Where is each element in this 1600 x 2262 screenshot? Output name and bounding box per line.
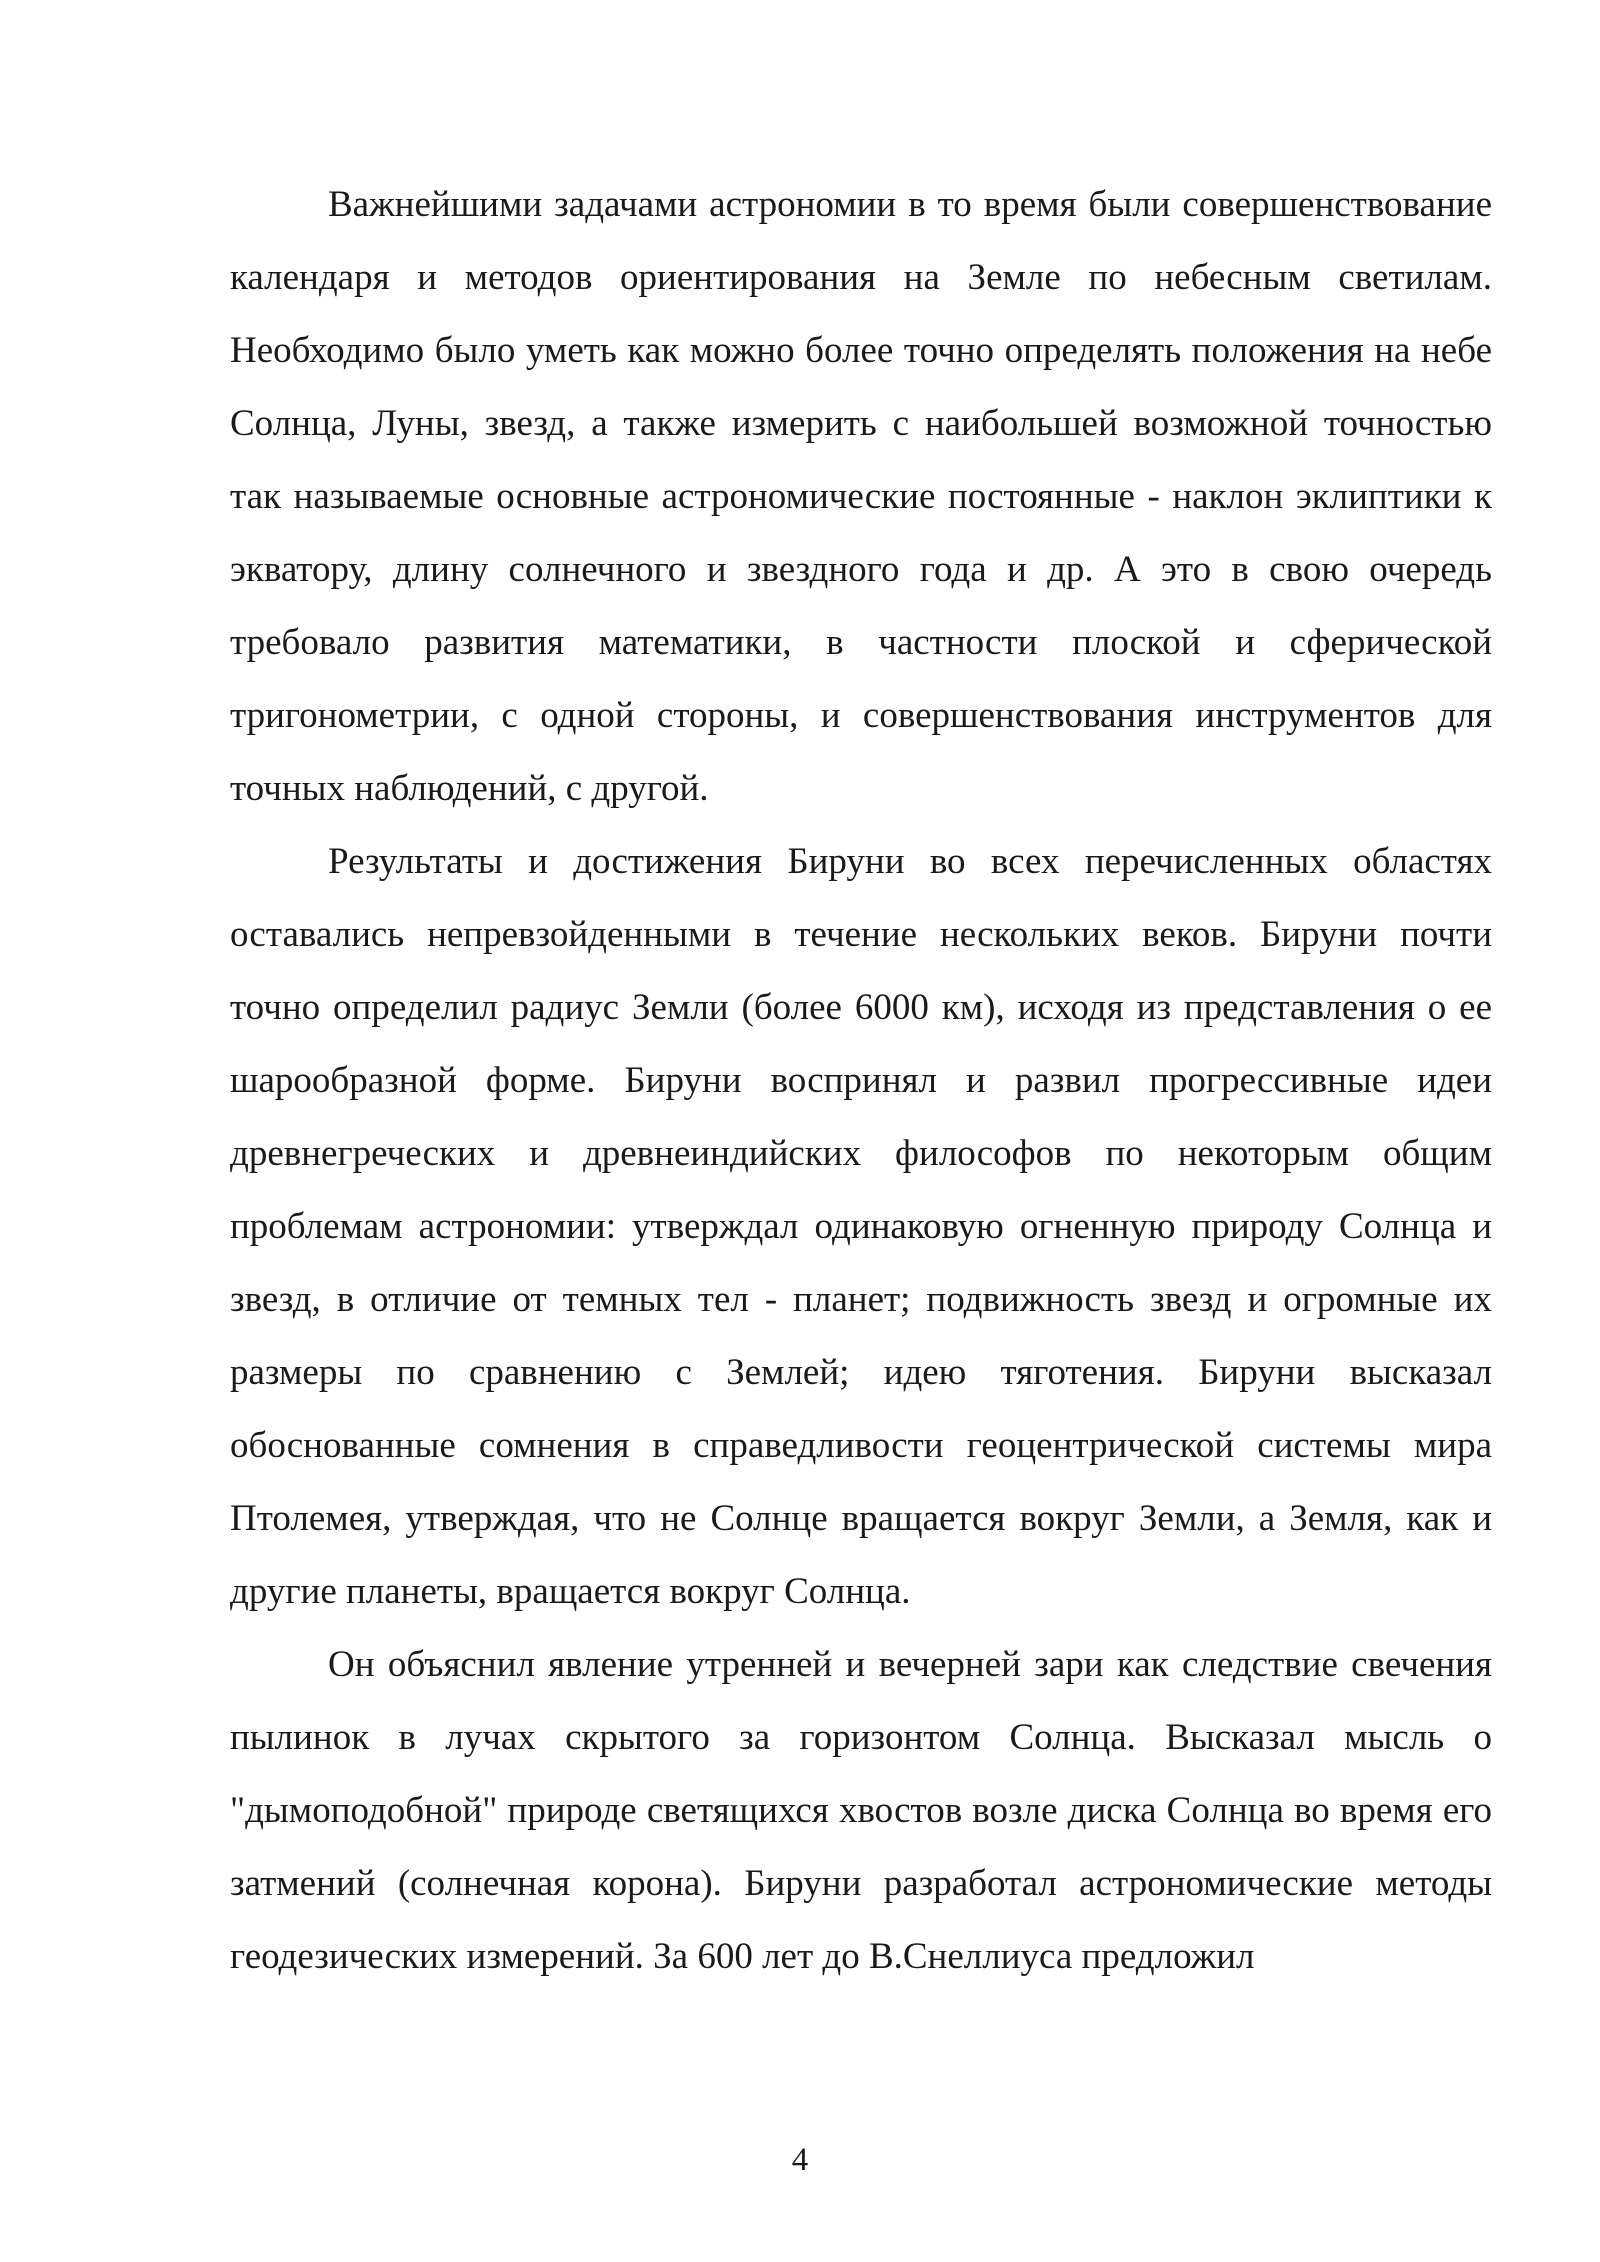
page-number: 4	[791, 2142, 809, 2178]
paragraph-1: Важнейшими задачами астрономии в то время были совершенствование календаря и методов ориентирования на Земле по небесным светилам. Необходимо было уметь как можно более точно определять положения на небе Солнца, Луны, звезд, а также измерить с наибольшей возможной точностью так называемые основные астрономические постоянные - наклон эклиптики к экватору, длину солнечного и звездного года и др. А это в свою очередь требовало развития математики, в частности плоской и сферической тригонометрии, с одной стороны, и совершенствования инструментов для точных наблюдений, с другой.	[230, 184, 1492, 809]
paragraph-2: Результаты и достижения Бируни во всех перечисленных областях оставались непревзойденными в течение нескольких веков. Бируни почти точно определил радиус Земли (более 6000 км), исходя из представления о ее шарообразной форме. Бируни воспринял и развил прогрессивные идеи древнегреческих и древнеиндийских философов по некоторым общим проблемам астрономии: утверждал одинаковую огненную природу Солнца и звезд, в отличие от темных тел - планет; подвижность звезд и огромные их размеры по сравнению с Землей; идею тяготения. Бируни высказал обоснованные сомнения в справедливости геоцентрической системы мира Птолемея, утверждая, что не Солнце вращается вокруг Земли, а Земля, как и другие планеты, вращается вокруг Солнца.	[230, 841, 1492, 1612]
body-text	[230, 168, 1492, 1993]
paragraph-3: Он объяснил явление утренней и вечерней зари как следствие свечения пылинок в лучах скрытого за горизонтом Солнца. Высказал мысль о "дымоподобной" природе светящихся хвостов возле диска Солнца во время его затмений (солнечная корона). Бируни разработал астрономические методы геодезических измерений. За 600 лет до В.Снеллиуса предложил	[230, 1644, 1492, 1977]
